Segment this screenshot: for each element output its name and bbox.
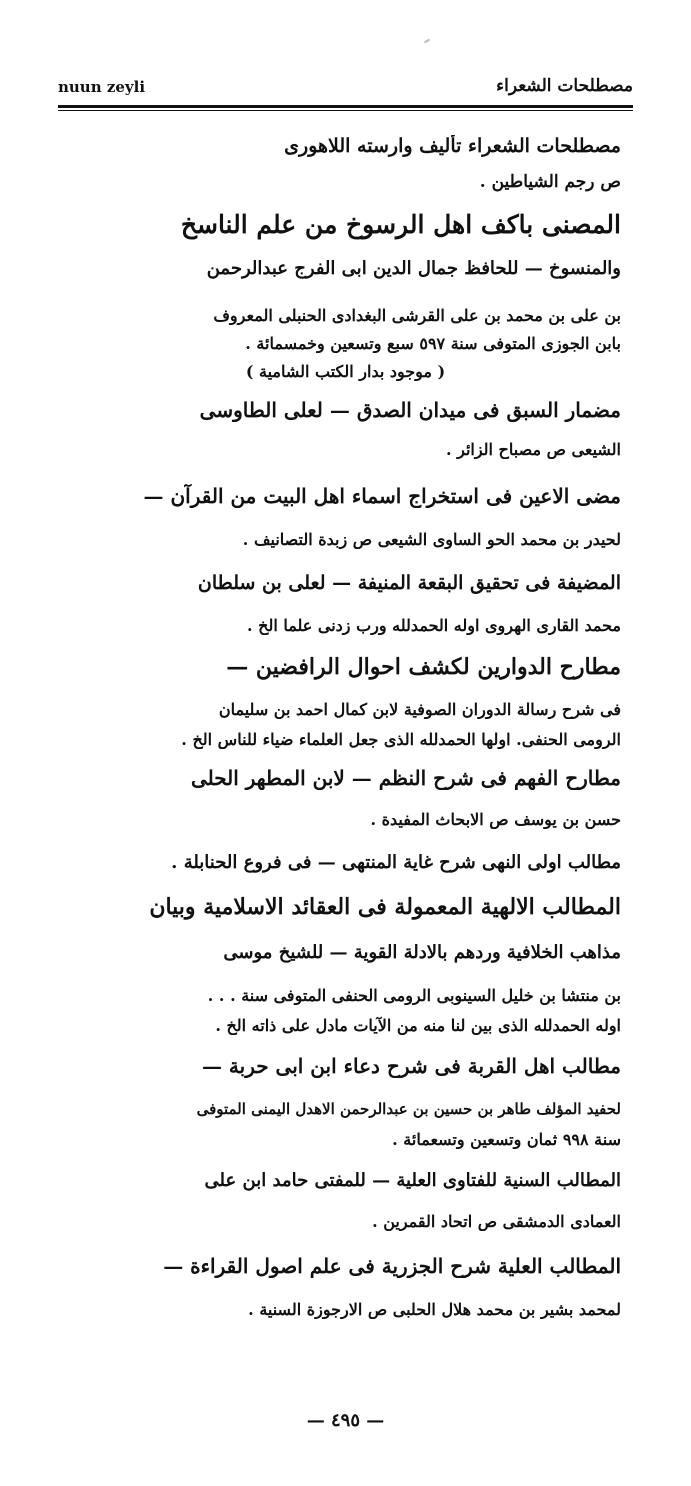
header-left-label: nuun zeyli bbox=[58, 78, 146, 96]
text-line: اوله الحمدلله الذى بين لنا منه من الآيات مادل على ذاته الخ . bbox=[215, 1016, 621, 1035]
text-line: المطالب السنية للفتاوى العلية — للمفتى حامد ابن على bbox=[204, 1170, 621, 1191]
header-rule-thin bbox=[58, 110, 633, 111]
text-line: بن منتشا بن خليل السينوبى الرومى الحنفى المتوفى سنة . . . bbox=[207, 986, 621, 1005]
text-line: لمحمد بشير بن محمد هلال الحلبى ص الارجوزة السنية . bbox=[248, 1300, 621, 1319]
text-line: مضى الاعين فى استخراج اسماء اهل البيت من القرآن — bbox=[143, 484, 621, 508]
header-rule-thick bbox=[58, 105, 633, 108]
text-line: بن على بن محمد بن على القرشى البغدادى الحنبلى المعروف bbox=[213, 306, 621, 325]
text-line: محمد القارى الهروى اوله الحمدلله ورب زدنى علما الخ . bbox=[246, 616, 621, 635]
text-line: المضيفة فى تحقيق البقعة المنيفة — لعلى بن سلطان bbox=[197, 572, 621, 594]
text-line: لحفيد المؤلف طاهر بن حسين بن عبدالرحمن الاهدل اليمنى المتوفى bbox=[196, 1100, 621, 1118]
header-right-title: مصطلحات الشعراء bbox=[496, 76, 633, 96]
text-line: الرومى الحنفى. اولها الحمدلله الذى جعل العلماء ضياء للناس الخ . bbox=[181, 730, 621, 749]
text-line: الشيعى ص مصباح الزائر . bbox=[445, 440, 621, 459]
scan-speck bbox=[424, 39, 430, 44]
text-line: بابن الجوزى المتوفى سنة ٥٩٧ سبع وتسعين وخمسمائة . bbox=[245, 334, 621, 353]
text-line: مطالب اهل القربة فى شرح دعاء ابن ابى حربة — bbox=[201, 1054, 621, 1078]
text-line: ص رجم الشياطين . bbox=[479, 172, 621, 192]
text-line: مذاهب الخلافية وردهم بالادلة القوية — للشيخ موسى bbox=[223, 942, 621, 963]
text-line: مضمار السبق فى ميدان الصدق — لعلى الطاوسى bbox=[199, 398, 621, 422]
text-line: مطالب اولى النهى شرح غاية المنتهى — فى فروع الحنابلة . bbox=[171, 852, 621, 873]
running-header bbox=[58, 76, 633, 102]
text-line: حسن بن يوسف ص الابحاث المفيدة . bbox=[370, 810, 621, 829]
text-line: ( موجود بدار الكتب الشامية ) bbox=[245, 362, 446, 381]
text-line: لحيدر بن محمد الحو الساوى الشيعى ص زبدة التصانيف . bbox=[242, 530, 621, 549]
text-line: مطارح الفهم فى شرح النظم — لابن المطهر الحلى bbox=[190, 766, 621, 790]
text-line: المصنى باكف اهل الرسوخ من علم الناسخ bbox=[180, 210, 621, 239]
text-line: مطارح الدوارين لكشف احوال الرافضين — bbox=[226, 654, 621, 680]
text-line: المطالب العلية شرح الجزرية فى علم اصول القراءة — bbox=[163, 1254, 621, 1278]
page-number: — ٤٩٥ — bbox=[306, 1410, 385, 1431]
text-line: العمادى الدمشقى ص اتحاد القمرين . bbox=[372, 1212, 621, 1231]
text-line: فى شرح رسالة الدوران الصوفية لابن كمال احمد بن سليمان bbox=[218, 700, 621, 719]
text-line: والمنسوخ — للحافظ جمال الدين ابى الفرج عبدالرحمن bbox=[206, 258, 621, 279]
text-line: مصطلحات الشعراء تأليف وارسته اللاهورى bbox=[284, 135, 621, 157]
text-line: المطالب الالهية المعمولة فى العقائد الاسلامية وبيان bbox=[149, 894, 621, 920]
text-line: سنة ٩٩٨ ثمان وتسعين وتسعمائة . bbox=[392, 1130, 621, 1149]
